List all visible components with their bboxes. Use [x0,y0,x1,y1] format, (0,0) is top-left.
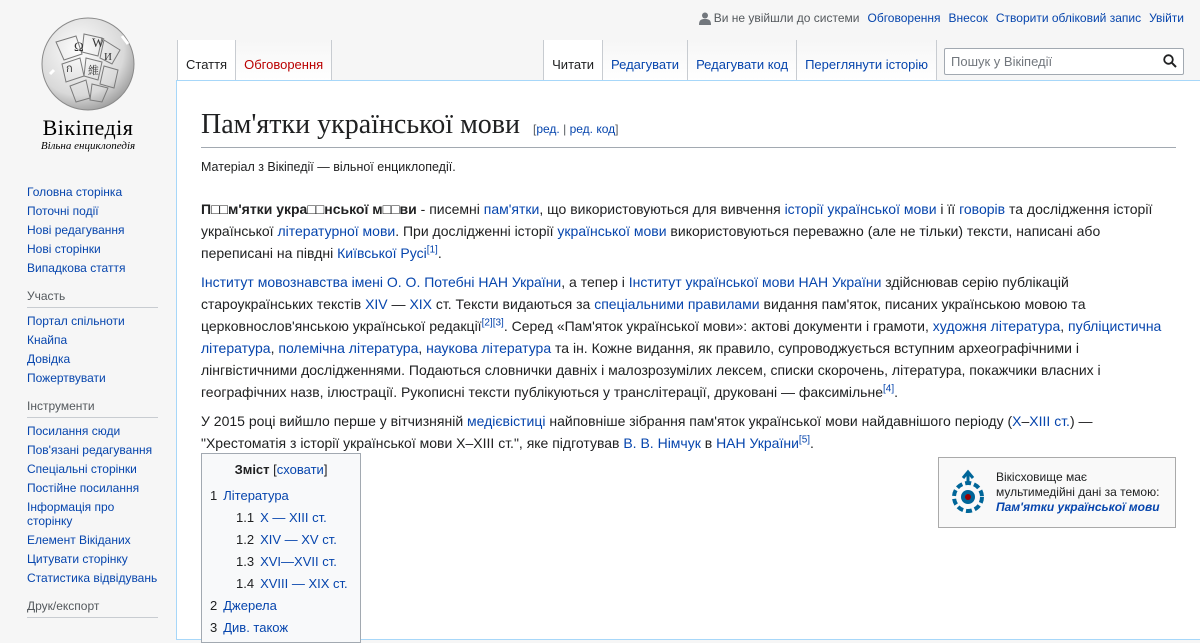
sidebar-item-random-article[interactable]: Випадкова стаття [27,261,126,275]
sidebar-heading-participation: Участь [27,289,158,308]
sidebar-item-cite-page[interactable]: Цитувати сторінку [27,552,128,566]
sidebar-item-recent-changes[interactable]: Нові редагування [27,223,125,237]
toc-item[interactable] [210,507,352,529]
edit-separator: | [563,122,567,136]
text: та ін. Кожне видання, як правило, супроводжується вступним археографічними і лінгвістичними дослідженнями. Подаються словнички давніх і малозрозумілих лексем, списки скорочень, література, покажчики власних і географічних назв, ілюстрації. Рукописні тексти публікуються у транслітерації, друковані — факсимільне [201,340,1101,400]
table-of-contents [201,453,361,643]
text: та дослідження історії української [201,201,1153,239]
svg-text:ก: ก [66,63,73,75]
anon-text: Ви не увійшли до системи [713,11,860,25]
toc-bracket-close: ] [323,462,328,477]
toc-item[interactable] [210,529,352,551]
text: ст. Тексти видаються за [432,296,595,312]
link-xiv-century[interactable]: XIV [365,296,388,312]
paragraph-institutes [201,271,1176,403]
tab-history[interactable] [797,40,937,80]
toc-number: 3 [210,620,218,635]
title-edit-links [533,113,618,145]
sidebar-item-community-portal[interactable]: Портал спільноти [27,314,125,328]
text: . При дослідженні історії [395,223,558,239]
sidebar-item-current-events[interactable]: Поточні події [27,204,99,218]
tab-read[interactable] [543,40,603,80]
toc-link[interactable]: Література [223,488,289,503]
text: в [700,435,717,451]
text: , [418,340,427,356]
link-dialects[interactable]: говорів [959,201,1006,217]
lead-term: П□□м'ятки укра□□нської м□□ви [201,201,417,217]
namespace-tabs [177,40,332,80]
toc-number: 1.4 [236,576,255,591]
logo-wordmark: Вікіпедія [42,115,134,140]
toc-item[interactable] [210,573,352,595]
link-ukr-lang-institute[interactable]: Інститут української мови НАН України [628,274,882,290]
tab-talk-label[interactable]: Обговорення [244,57,324,72]
create-account-link[interactable]: Створити обліковий запис [995,11,1142,25]
toc-link[interactable]: Джерела [223,598,277,613]
svg-text:Ω: Ω [74,39,84,54]
sidebar-item-help[interactable]: Довідка [27,352,71,366]
text: найповніше зібрання пам'яток української мови найдавнішого періоду ( [545,413,1013,429]
sidebar-item-what-links-here[interactable]: Посилання сюди [27,424,121,438]
tab-article-label[interactable]: Стаття [186,57,228,72]
text: , [270,340,279,356]
view-tabs [543,40,937,80]
toc-item[interactable] [210,485,352,507]
commons-link[interactable] [996,500,1160,514]
reference-1[interactable]: [1] [426,244,438,256]
link-kyivan-rus[interactable]: Київської Русі [337,245,427,261]
sidebar-item-new-pages[interactable]: Нові сторінки [27,242,101,256]
edit-bracket-close: ] [615,122,619,136]
link-publicistic[interactable]: публіцистична література [201,318,1162,356]
toc-hide [273,462,327,477]
contributions-link[interactable]: Внесок [948,11,988,25]
svg-text:W: W [92,35,105,50]
text: використовуються переважно (але не тільки) тексти, написані або переписані на півдні [201,223,1101,261]
text: ) — "Хрестоматія з історії української мови X–XIII ст.", яке підготував [201,413,1093,451]
commons-label: Вікісховище має мультимедійні дані за темою: [996,470,1160,499]
toc-title-text: Зміст [234,462,270,477]
tab-history-label[interactable]: Переглянути історію [805,57,928,72]
user-talk-link[interactable]: Обговорення [867,11,941,25]
sidebar-item-special-pages[interactable]: Спеціальні сторінки [27,462,137,476]
reference-3[interactable]: [3] [492,317,504,329]
tab-edit-source[interactable] [688,40,797,80]
link-xix-century[interactable]: XIX [409,296,433,312]
sidebar-participation [27,289,158,385]
search-button[interactable] [1163,54,1177,73]
toc-number: 1.1 [236,510,255,525]
paragraph-intro [201,198,1176,264]
link-ukrainian-language[interactable]: української мови [557,223,667,239]
sidebar-print-export [27,599,158,618]
tab-edit-source-label[interactable]: Редагувати код [696,57,789,72]
text: , [1060,318,1069,334]
link-xiii-century[interactable]: XIII ст. [1029,413,1070,429]
reference-4[interactable]: [4] [883,383,895,395]
toc-hide-link[interactable]: сховати [276,462,324,477]
link-scientific[interactable]: наукова література [426,340,552,356]
commons-text [996,470,1167,515]
site-subtitle: Матеріал з Вікіпедії — вільної енциклопедії. [201,160,456,174]
text: У 2015 році вийшло перше у вітчизняній [201,413,468,429]
toc-number: 1 [210,488,218,503]
tab-read-label[interactable]: Читати [552,57,595,72]
toc-number: 2 [210,598,218,613]
reference-2[interactable]: [2] [481,317,493,329]
anon-status [699,11,860,25]
link-special-rules[interactable]: спеціальними правилами [594,296,760,312]
search-icon [1163,54,1177,68]
svg-text:維: 維 [88,65,99,77]
edit-source-section-link[interactable]: ред. код [569,122,616,136]
sidebar-item-main-page[interactable]: Головна сторінка [27,185,123,199]
toc-bracket-open: [ [273,462,277,477]
toc-link[interactable]: Див. також [223,620,289,635]
text: , що використовуються для вивчення [539,201,785,217]
toc-item[interactable] [210,595,352,617]
sidebar-item-wikidata-item[interactable]: Елемент Вікіданих [27,533,131,547]
wikimedia-commons-icon [947,468,989,518]
link-literary-language[interactable]: літературної мови [277,223,396,239]
sidebar-item-related-changes[interactable]: Пов'язані редагування [27,443,153,457]
text: і її [936,201,960,217]
toc-item[interactable] [210,551,352,573]
link-medieval-studies[interactable]: медієвістиці [467,413,546,429]
sidebar-item-donate[interactable]: Пожертвувати [27,371,106,385]
text: . [894,384,899,400]
tab-edit-label[interactable]: Редагувати [611,57,680,72]
text: . [810,435,814,451]
link-fiction[interactable]: художня література [932,318,1061,334]
text: видання пам'яток, писаних українською мовою та церковнослов'янською української редакції [201,296,1086,334]
link-nas-ukraine[interactable]: НАН України [716,435,799,451]
text: — [387,296,410,312]
sidebar-item-page-info[interactable]: Інформація про сторінку [27,500,115,528]
sidebar [0,185,176,632]
main-content [176,80,1200,640]
link-pamyatky[interactable]: пам'ятки [483,201,540,217]
login-link[interactable]: Увійти [1149,11,1184,25]
sidebar-item-village-pump[interactable]: Кнайпа [27,333,68,347]
toc-title [210,462,352,477]
user-icon [699,12,711,25]
text: . Серед «Пам'яток української мови»: актові документи і грамоти, [503,318,933,334]
text: – [1021,413,1030,429]
paragraph-chrestomathy [201,410,1176,454]
toc-item[interactable] [210,617,352,639]
reference-5[interactable]: [5] [798,434,811,446]
sidebar-item-page-views[interactable]: Статистика відвідувань [27,571,158,585]
commons-box [938,457,1176,528]
link-polemic[interactable]: полемічна література [278,340,419,356]
page-title-text: Пам'ятки української мови [201,109,520,140]
page-title [201,109,1176,148]
link-history-ukr-lang[interactable]: історії української мови [784,201,937,217]
toc-link[interactable]: XIV — XV ст. [260,532,337,547]
text: , а тепер і [561,274,629,290]
sidebar-item-permanent-link[interactable]: Постійне посилання [27,481,140,495]
link-x-century[interactable]: X [1012,413,1022,429]
text: - писемні [416,201,484,217]
sidebar-heading-tools: Інструменти [27,399,158,418]
wikipedia-globe-icon [36,14,140,112]
text: . [437,245,442,261]
tab-article[interactable] [177,40,236,80]
sidebar-heading-print-export[interactable]: Друк/експорт [27,599,158,618]
sidebar-navigation [27,185,158,275]
toc-link[interactable]: XVIII — XIX ст. [260,576,348,591]
tab-talk[interactable] [236,40,332,80]
text: здійснював серію публікацій староукраїнських текстів [201,274,1069,312]
tab-edit[interactable] [603,40,688,80]
commons-link-text[interactable]: Пам'ятки української мови [996,500,1160,514]
toc-link[interactable]: XVI—XVII ст. [260,554,337,569]
sidebar-tools [27,399,158,585]
toc-link[interactable]: X — XIII ст. [260,510,327,525]
toc-number: 1.2 [236,532,255,547]
search-input[interactable] [945,54,1150,69]
edit-section-link[interactable]: ред. [536,122,560,136]
svg-text:И: И [104,51,112,63]
search-box [944,48,1184,75]
article-body [201,198,1176,454]
logo-tagline: Вільна енциклопедія [40,140,136,152]
link-nimchuk[interactable]: В. В. Німчук [623,435,701,451]
edit-bracket-open: [ [533,122,537,136]
link-potebnia-institute[interactable]: Інститут мовознавства імені О. О. Потебні НАН України [201,274,562,290]
wikipedia-logo[interactable] [0,0,176,160]
toc-number: 1.3 [236,554,255,569]
personal-tools [691,9,1184,27]
